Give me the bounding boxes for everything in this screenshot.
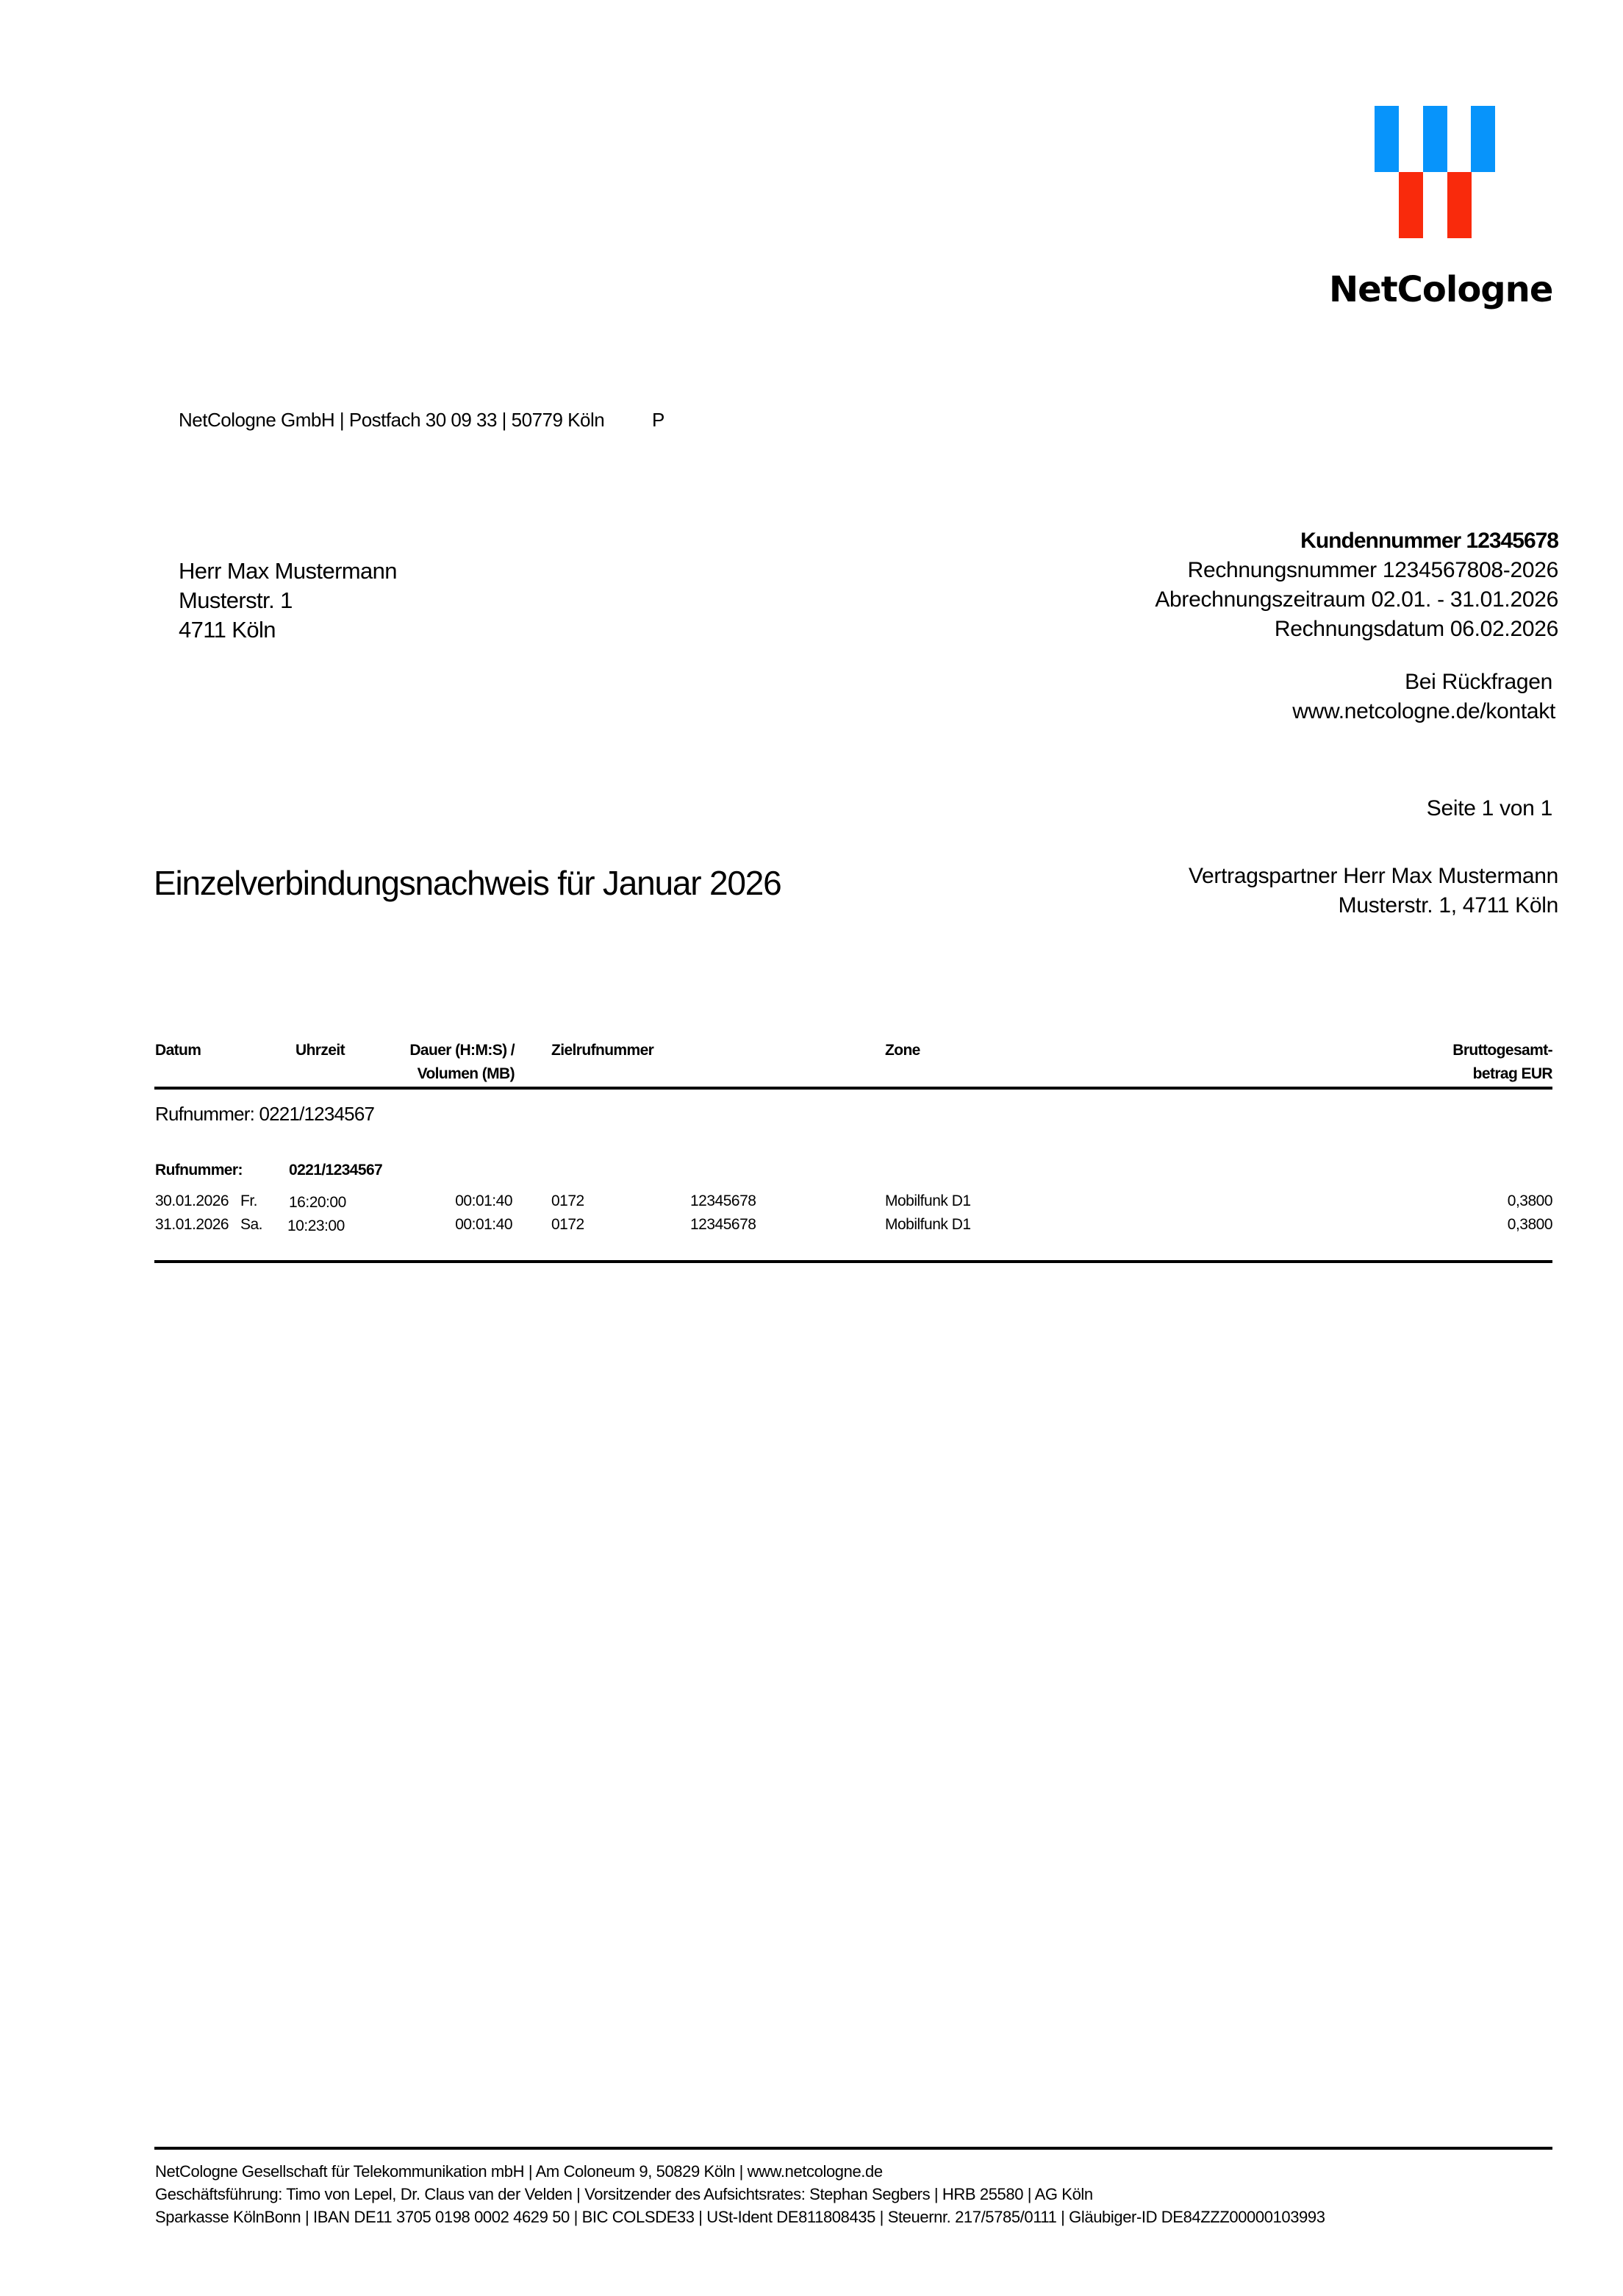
recipient-street: Musterstr. 1: [179, 587, 293, 613]
recipient-name: Herr Max Mustermann: [179, 558, 397, 584]
col-header-zielrufnummer: Zielrufnummer: [551, 1042, 654, 1059]
invoice-date: Rechnungsdatum 06.02.2026: [1274, 617, 1558, 641]
cell-nummer: 12345678: [690, 1216, 756, 1233]
col-header-betrag-line2: betrag EUR: [1472, 1065, 1552, 1082]
cell-uhrzeit: 10:23:00: [287, 1217, 345, 1234]
col-header-betrag-line1: Bruttogesamt-: [1452, 1042, 1552, 1059]
subgroup-value: 0221/1234567: [289, 1162, 383, 1179]
inquiries-label: Bei Rückfragen: [1405, 670, 1552, 694]
contact-link[interactable]: www.netcologne.de/kontakt: [1292, 699, 1555, 723]
cell-tag: Fr.: [240, 1192, 257, 1209]
cell-nummer: 12345678: [690, 1192, 756, 1209]
page-title: Einzelverbindungsnachweis für Januar 2026: [154, 864, 781, 902]
footer-divider: [154, 2147, 1552, 2150]
cell-uhrzeit: 16:20:00: [289, 1194, 346, 1211]
recipient-city: 4711 Köln: [179, 617, 276, 643]
footer-company-line: NetCologne Gesellschaft für Telekommunikation mbH | Am Coloneum 9, 50829 Köln | www.netcologne.de: [155, 2162, 883, 2181]
cell-zone: Mobilfunk D1: [885, 1216, 971, 1233]
cell-tag: Sa.: [240, 1216, 263, 1233]
page-number: Seite 1 von 1: [1426, 796, 1552, 820]
footer-bank-line: Sparkasse KölnBonn | IBAN DE11 3705 0198 0002 4629 50 | BIC COLSDE33 | USt-Ident DE811808435 | Steuernr. 217/5785/0111 | Gläubiger-ID DE84ZZZ00000103993: [155, 2208, 1325, 2226]
logo-bar-red-1: [1399, 172, 1423, 238]
subgroup-label: Rufnummer:: [155, 1162, 243, 1179]
customer-number: Kundennummer 12345678: [1300, 529, 1558, 553]
col-header-zone: Zone: [885, 1042, 920, 1059]
contract-partner: [1189, 862, 1558, 920]
col-header-dauer-line1: Dauer (H:M:S) /: [409, 1042, 515, 1059]
contract-partner-name: Vertragspartner Herr Max Mustermann: [1188, 864, 1558, 888]
cell-vorwahl: 0172: [551, 1216, 584, 1233]
logo-wordmark: NetCologne: [1329, 269, 1553, 310]
group-title: Rufnummer: 0221/1234567: [155, 1103, 375, 1125]
col-header-datum: Datum: [155, 1042, 201, 1059]
cell-dauer: 00:01:40: [455, 1192, 512, 1209]
logo-bar-blue-3: [1471, 106, 1495, 172]
invoice-meta: [1155, 526, 1558, 726]
logo-bar-blue-1: [1375, 106, 1399, 172]
table-bottom-divider: [154, 1260, 1552, 1263]
logo-bar-blue-2: [1423, 106, 1447, 172]
cell-zone: Mobilfunk D1: [885, 1192, 971, 1209]
cell-datum: 30.01.2026: [155, 1192, 229, 1209]
recipient-address: [179, 557, 397, 645]
logo-bar-red-2: [1447, 172, 1472, 238]
cell-betrag: 0,3800: [1507, 1192, 1552, 1209]
contract-partner-address: Musterstr. 1, 4711 Köln: [1338, 893, 1558, 918]
col-header-dauer: [409, 1039, 515, 1086]
billing-period: Abrechnungszeitraum 02.01. - 31.01.2026: [1155, 587, 1558, 612]
header-divider: [154, 1087, 1552, 1090]
col-header-uhrzeit: Uhrzeit: [295, 1042, 345, 1059]
cell-vorwahl: 0172: [551, 1192, 584, 1209]
col-header-betrag: [1452, 1039, 1552, 1086]
cell-dauer: 00:01:40: [455, 1216, 512, 1233]
sender-return-address: NetCologne GmbH | Postfach 30 09 33 | 50779 Köln: [179, 409, 605, 431]
cell-datum: 31.01.2026: [155, 1216, 229, 1233]
postal-mark: P: [652, 409, 664, 431]
cell-betrag: 0,3800: [1507, 1216, 1552, 1233]
col-header-dauer-line2: Volumen (MB): [417, 1065, 515, 1082]
footer-management-line: Geschäftsführung: Timo von Lepel, Dr. Claus van der Velden | Vorsitzender des Aufsichtsrates: Stephan Segbers | HRB 25580 | AG Köln: [155, 2185, 1093, 2203]
footer: [155, 2160, 1325, 2228]
invoice-number: Rechnungsnummer 1234567808-2026: [1187, 558, 1558, 582]
